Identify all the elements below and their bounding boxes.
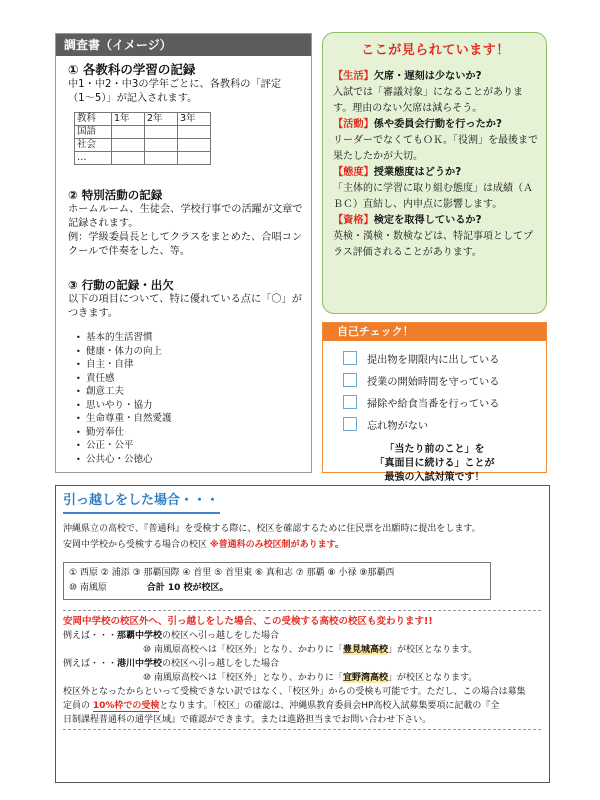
watch-question [333, 165, 538, 181]
table-cell [178, 152, 211, 165]
table-row [75, 113, 211, 126]
check-label: 提出物を期限内に出している [367, 354, 500, 366]
sec2-title: ② 特別活動の記録 [68, 188, 163, 202]
example-lead: 例えば・・・ [63, 631, 118, 641]
survey-header: 調査書（イメージ） [56, 34, 311, 56]
table-row [75, 126, 211, 139]
example-text: の校区へ引っ越しをした場合 [162, 631, 280, 641]
trait-list [76, 331, 303, 466]
example-1 [63, 629, 541, 643]
moving-panel [55, 485, 550, 783]
watch-question-text: 授業態度はどうか? [373, 167, 462, 178]
table-cell: 国語 [75, 126, 112, 139]
list-item: • 自主・自律 [76, 358, 303, 372]
school-list-last: ⑩ 南風原 [69, 583, 107, 593]
watch-tag: 【活動】 [333, 119, 374, 130]
example-2 [63, 657, 541, 671]
table-row [75, 152, 211, 165]
table-header-cell: 2年 [145, 113, 178, 126]
example-text: の校区へ引っ越しをした場合 [162, 659, 280, 669]
table-cell [112, 139, 145, 152]
example-school: 那覇中学校 [117, 631, 163, 641]
table-cell [112, 152, 145, 165]
table-cell [178, 126, 211, 139]
watch-tag: 【資格】 [333, 215, 374, 226]
list-item: • 基本的生活習慣 [76, 331, 303, 345]
check-label: 忘れ物がない [367, 420, 429, 432]
divider [63, 729, 541, 730]
result-text: 」が校区となります。 [387, 645, 478, 655]
footer-line: 最強の入試対策です！ [384, 472, 485, 483]
list-item: • 思いやり・協力 [76, 399, 303, 413]
check-item[interactable] [343, 369, 546, 391]
list-item: • 責任感 [76, 372, 303, 386]
footer-line: 「真面目に続ける」ことが [374, 458, 495, 469]
table-cell [145, 139, 178, 152]
result-text: ⑩ 南風原高校へは「校区外」となり、かわりに「 [143, 673, 343, 683]
survey-panel [55, 33, 312, 473]
watch-question [333, 117, 538, 133]
list-item: • 公正・公平 [76, 439, 303, 453]
school-list-line [69, 581, 485, 596]
school-list-box [63, 562, 491, 600]
check-label: 掃除や給食当番を行っている [367, 398, 500, 410]
table-cell [178, 139, 211, 152]
example-2-result [63, 671, 541, 685]
quota-highlight: 10%枠での受検 [92, 701, 160, 711]
table-cell: 社会 [75, 139, 112, 152]
watch-tag: 【生活】 [333, 71, 374, 82]
table-cell [145, 152, 178, 165]
footer-line: 「当たり前のこと」を [384, 444, 485, 455]
table-row [75, 139, 211, 152]
watch-question-text: 欠席・遅刻は少ないか? [373, 71, 482, 82]
sec3-text: 以下の項目について、特に優れている点に「〇」がつきます。 [68, 294, 302, 319]
watch-panel [322, 32, 547, 314]
check-list [323, 341, 546, 435]
list-item: • 公共心・公徳心 [76, 453, 303, 467]
moving-title: 引っ越しをした場合・・・ [63, 493, 220, 508]
note-line: 日制課程普通科の通学区域』で確認ができます。または進路担当までお問い合わせ下さい。 [63, 715, 432, 725]
table-cell: … [75, 152, 112, 165]
table-header-cell: 教科 [75, 113, 112, 126]
example-1-result [63, 643, 541, 657]
watch-title: ここが見られています！ [361, 43, 510, 58]
school-list-line: ① 西原 ② 浦添 ③ 那覇国際 ④ 首里 ⑤ 首里東 ⑥ 真和志 ⑦ 那覇 ⑧ 小禄 ⑨那覇西 [69, 568, 395, 578]
school-total: 合計 10 校が校区。 [146, 583, 229, 593]
note-text: 定員の [63, 701, 91, 711]
result-text: 」が校区となります。 [387, 673, 478, 683]
self-check-footer [323, 443, 546, 485]
note-line [63, 699, 541, 713]
sec3-title: ③ 行動の記録・出欠 [68, 278, 174, 292]
list-item: • 生命尊重・自然愛護 [76, 412, 303, 426]
sec1-title: ① 各教科の学習の記録 [68, 62, 196, 77]
watch-question [333, 69, 538, 85]
district-line [63, 538, 541, 552]
watch-answer: 入試では「審議対象」になることがあります。理由のない欠席は減らそう。 [333, 87, 523, 114]
watch-question [333, 213, 538, 229]
note-text: となります。「校区」の確認は、沖縄県教育委員会HP高校入試募集要項に記載の『全 [159, 701, 500, 711]
checkbox[interactable] [343, 373, 357, 387]
watch-answer: 英検・漢検・数検などは、特記事項としてプラス評価されることがあります。 [333, 231, 533, 258]
table-header-cell: 3年 [178, 113, 211, 126]
check-item[interactable] [343, 391, 546, 413]
checkbox[interactable] [343, 417, 357, 431]
result-school: 宜野湾高校 [342, 673, 388, 683]
watch-tag: 【態度】 [333, 167, 374, 178]
moving-warning: 安岡中学校の校区外へ、引っ越しをした場合、この受検する高校の校区も変わります!! [63, 616, 433, 627]
example-school: 港川中学校 [117, 659, 163, 669]
divider [63, 610, 541, 611]
sec2-text: ホームルーム、生徒会、学校行事での活躍が文章で記録されます。 [68, 204, 303, 229]
check-label: 授業の開始時間を守っている [367, 376, 500, 388]
watch-answer: リーダーでなくてもＯＫ。「役割」を最後まで果たしたかが大切。 [333, 135, 538, 162]
list-item: • 健康・体力の向上 [76, 345, 303, 359]
title-underline [63, 512, 220, 514]
moving-intro: 沖縄県立の高校で、『普通科』を受検する際に、校区を確認するために住民票を出願時に提出をします。 [63, 524, 481, 534]
district-label: 安岡中学校から受検する場合の校区 [63, 540, 208, 550]
note-line: 校区外となったからといって受検できない訳ではなく、「校区外」からの受検も可能です。ただし、この場合は募集 [63, 687, 526, 697]
result-text: ⑩ 南風原高校へは「校区外」となり、かわりに「 [143, 645, 343, 655]
sec2-example: 例：学級委員長としてクラスをまとめた、合唱コンクールで伴奏をした、等。 [68, 232, 303, 257]
checkbox[interactable] [343, 395, 357, 409]
self-check-header: 自己チェック！ [323, 323, 546, 341]
list-item: • 勤労奉仕 [76, 426, 303, 440]
check-item[interactable] [343, 413, 546, 435]
example-lead: 例えば・・・ [63, 659, 118, 669]
sec1-text: 中1・中2・中3の学年ごとに、各教科の「評定（1〜5）」が記入されます。 [68, 79, 282, 104]
table-cell [112, 126, 145, 139]
table-cell [145, 126, 178, 139]
table-header-cell: 1年 [112, 113, 145, 126]
watch-question-text: 検定を取得しているか? [373, 215, 482, 226]
district-note: ※普通科のみ校区制があります。 [209, 540, 344, 550]
check-item[interactable] [343, 347, 546, 369]
self-check-panel [322, 322, 547, 483]
result-school: 豊見城高校 [342, 645, 388, 655]
watch-question-text: 係や委員会行動を行ったか? [373, 119, 502, 130]
checkbox[interactable] [343, 351, 357, 365]
grade-table [74, 112, 211, 165]
list-item: • 創意工夫 [76, 385, 303, 399]
watch-answer: 「主体的に学習に取り組む態度」は成績（ＡＢＣ）直結し、内申点に影響します。 [333, 183, 533, 210]
